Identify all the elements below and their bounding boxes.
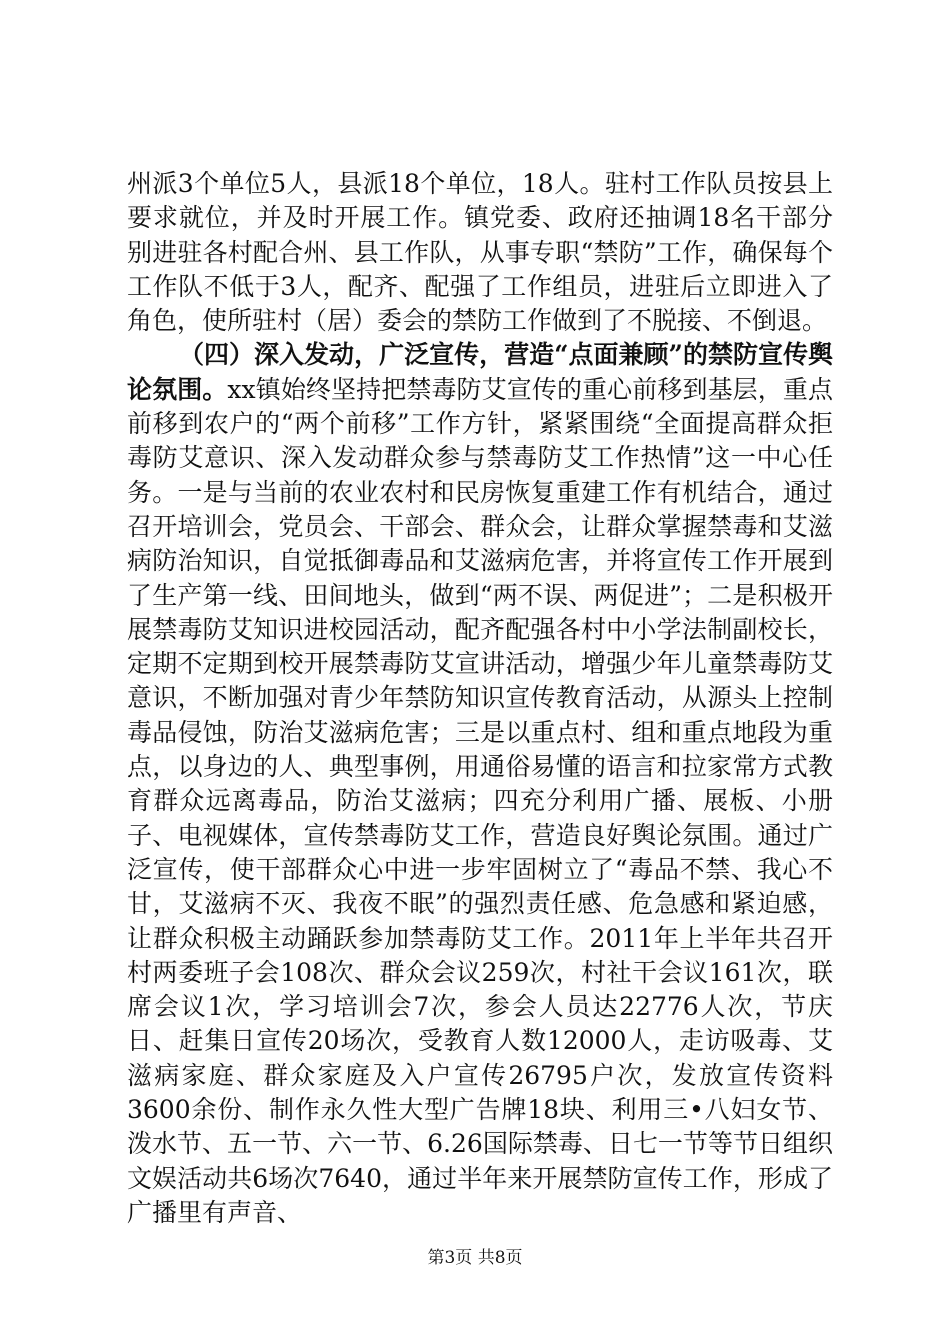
section-body: xx镇始终坚持把禁毒防艾宣传的重心前移到基层，重点前移到农户的“两个前移”工作方针，紧紧围绕“全面提高群众拒毒防艾意识、深入发动群众参与禁毒防艾工作热情”这一中心任务。一是与当前的农业农村和民房恢复重建工作有机结合，通过召开培训会，党员会、干部会、群众会，让群众掌握禁毒和艾滋病防治知识，自觉抵御毒品和艾滋病危害，并将宣传工作开展到了生产第一线、田间地头，做到“两不误、两促进”；二是积极开展禁毒防艾知识进校园活动，配齐配强各村中小学法制副校长，定期不定期到校开展禁毒防艾宣讲活动，增强少年儿童禁毒防艾意识，不断加强对青少年禁防知识宣传教育活动，从源头上控制毒品侵蚀，防治艾滋病危害；三是以重点村、组和重点地段为重点，以身边的人、典型事例，用通俗易懂的语言和拉家常方式教育群众远离毒品，防治艾滋病；四充分利用广播、展板、小册子、电视媒体，宣传禁毒防艾工作，营造良好舆论氛围。通过广泛宣传，使干部群众心中进一步牢固树立了“毒品不禁、我心不甘，艾滋病不灭、我夜不眠”的强烈责任感、危急感和紧迫感，让群众积极主动踊跃参加禁毒防艾工作。2011年上半年共召开村两委班子会108次、群众会议259次，村社干会议161次，联席会议1次，学习培训会7次，参会人员达22776人次，节庆日、赶集日宣传20场次，受教育人数12000人，走访吸毒、艾滋病家庭、群众家庭及入户宣传26795户次，发放宣传资料3600余份、制作永久性大型广告牌18块、利用三•八妇女节、泼水节、五一节、六一节、6.26国际禁毒、日七一节等节日组织文娱活动共6场次7640，通过半年来开展禁防宣传工作，形成了广播里有声音、: [127, 374, 833, 1227]
paragraph-continued: 州派3个单位5人，县派18个单位，18人。驻村工作队员按县上要求就位，并及时开展工作。镇党委、政府还抽调18名干部分别进驻各村配合州、县工作队，从事专职“禁防”工作，确保每个工作队不低于3人，配齐、配强了工作组员，进驻后立即进入了角色，使所驻村（居）委会的禁防工作做到了不脱接、不倒退。: [127, 169, 833, 336]
page-footer: 第3页 共8页: [427, 1248, 523, 1268]
section-heading: （四）深入发动，广泛宣传，营造“点面兼顾”的禁防宣传舆论氛围。: [127, 340, 833, 404]
document-body: [127, 167, 833, 1230]
section-paragraph: [127, 338, 833, 1230]
